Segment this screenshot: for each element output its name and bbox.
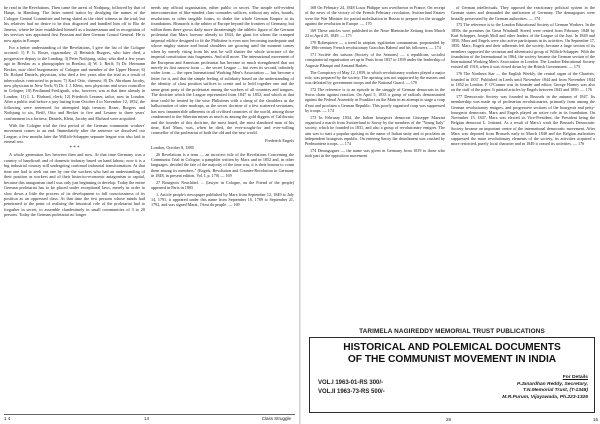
dateline: London, October 8, 1885 <box>151 144 194 150</box>
contact-line: M.R.Purum, Vijayawada, Ph.223-1326 <box>502 394 588 400</box>
contact-line: P.Janardhan Reddy, Secretary, <box>516 381 588 387</box>
advert-box <box>309 337 595 413</box>
paragraph: be read in the Revelations. Then came the arrest of Nothjung, followed by that of Haupt, in Hamburg. The latter turned traitor by divulging the names of the Cologne Central Committee and being slated as the chief witness in the trial; but his relatives had no desire to be thus disgraced and bundled him off to Rio de Janeiro, where he later established himself as a businessman and in recognition of his services was appointed first Prussian and then German Consul General. He is now again in Europe. <box>4 5 145 43</box>
endnote: of German intellectuals. They opposed the reactionary political system in the German states and demanded the unification of Germany. The demagogues were brutally persecuted by the German authorities. — 174 <box>451 5 595 21</box>
running-header: Class Struggle <box>261 416 291 421</box>
section-separator: * * * <box>69 146 80 152</box>
endnote: 173 In February 1834, the Italian bourgeois democrat Giuseppe Mazzini organised a march from Switzerland to Savoy by the members of the "Young Italy" society, which he founded in 1831, and also a group of revolutionary emigres. The aim was to start a popular uprising in the name of Italian unity and to proclaim an independent bourgeois republic. On entering Savoy the detachment was crushed by Piedmontese troops. — 174 <box>305 114 445 147</box>
advert-title <box>310 342 594 366</box>
paragraph: needs any official organisation, either public or secret. The simple self-evident interconnection of like-minded class comrades suffices, without any rules, boards, resolutions or other tangible forms, to shake the whole German Empire to its foundations. Bismarck is the arbiter of Europe beyond the frontiers of Germany, but within them there grows daily more threateningly the athletic figure of the German proletariat that Marx foresaw already in 1844, the giant for whom the cramped imperial edifice designed to fit the Philistine is even now becoming inadequate and whose mighty stature and broad shoulders are growing until the moment comes when by merely rising from his seat he will shatter the whole structure of the imperial constitution into fragments. And still more. The international movement of the European and American proletariat has become so much strengthened that not merely its first narrow form — the secret League — but even its second, infinitely wider form — the open International Working Men's Association — has become a fetter for it, and that the simple feeling of solidarity based on the understanding of the identity of class position suffices to create and to hold together one and the same great party of the proletariat among the workers of all countries and tongues. The doctrine which the League represented from 1847 to 1852, and which at that time could be treated by the wise Philistines with a shrug of the shoulders as the hallucination of utter madcaps, as the secret doctrine of a few scattered sectarians, has now innumerable adherents in all civilised countries of the world, among those condemned to the Siberian mines as much as among the gold diggers of California; and the founder of this doctrine, the most hated, the most slandered man of his time, Karl Marx, was, when he died, the ever-sought-for and ever-willing counsellor of the proletariat of both the old and the new world. <box>151 5 294 136</box>
advert-title-line-2: OF THE COMMUNIST MOVEMENT IN INDIA <box>347 354 557 365</box>
endnote: 170 Robespierre — a trend in utopian, egalitarian communism, propounded by the 19th-century French revolutionary Gracchus Babeuf and his followers. — 174 <box>305 39 445 51</box>
endnote: 26 Revelations is a term — an incorrect title of the Revelations Concerning the Communist Trial in Cologne, a pamphlet written by Marx and in 1852 and, in other languages, decided the fate of the majority of the time was, it is their honour to count them among its members." (Engels, Revolution and Counter-Revolution in Germany in 1848, in present edition, Vol. I, p. 170) — 169 <box>151 151 294 178</box>
paragraph: With the Cologne trial the first period of the German communist workers' movement comes to an end. Immediately after the sentence we dissolved our League; a few months later the Willich-Schapper separate league was also laid to eternal rest. <box>4 122 145 145</box>
endnote: 27 Bourgeois Neuchâtel, ... (lawyer in Cologne, on the Friend of the people) appeared in Paris in 1865 <box>151 179 294 191</box>
left-page <box>0 0 299 424</box>
endnote: 174 Demagogues — the name was given in Germany from 1819 to those who took part in the opposition movement <box>305 148 445 159</box>
volume-list <box>318 379 385 396</box>
endnote: The Conspiracy of May 12, 1839, in which revolutionary workers played a major role, was prepared by the society. The uprising was not supported by the masses and was defeated by government troops and the National Guard. — 170 <box>305 69 445 85</box>
left-page-column-1 <box>4 5 145 219</box>
endnote: 171 Société des saisons (Society of the Seasons) — a republican, socialist conspiratorial organisation set up in Paris from 1837 to 1839 under the leadership of Auguste Blanqui and Armand Barbès. <box>305 52 445 68</box>
volume-2: VOL.II 1963-73-RS 500/- <box>318 388 385 395</box>
contact-details <box>502 375 588 401</box>
sheet-number: 14 <box>144 416 150 421</box>
endnote: 177 Democratic Society was founded in Brussels in the autumn of 1847. Its membership was made up of proletarian revolutionaries, primarily from among the German revolutionary emigres, and progressive sections of the bourgeois and petty-bourgeois democrats. Marx and Engels played an active role in its foundation. On November 15, 1847, Marx was elected its Vice-President, the President being the Belgian democrat L. Jottrand. As a result of Marx's work the Brussels Democratic Society became an important centre of the international democratic movement. After Marx was deported from Brussels early in March 1848 and the Belgian authorities suppressed the more revolutionary elements of the society, its activities acquired a more restricted, purely local character and in 1849 it ceased its activities. — 176 <box>451 94 595 147</box>
paragraph: For a better understanding of the Revelations, I give the list of the Cologne accused: 1) P. G. Roser, cigarmaker; 2) Heinrich Burgers, who later died, a progressive deputy to the Landtag; 3) Peter Nothjung, tailor, who died a few years ago in Breslau as a photographer in Breslau; 4) W. J. Reiff; 5) Dr. Hermann Becker, now chief burgomaster of Cologne and member of the Upper House; 6) Dr. Roland Daniels, physician, who died a few years after the trial as a result of tuberculosis contracted in prison; 7) Karl Otto, chemist; 8) Dr. Abraham Jacoby, now physician in New York; 9) Dr. I. J. Klein, now physician and town councillor in Cologne; 10) Ferdinand Freiligrath, who, however, was at that time already in London; 11) I. L. Ehrhard, clerk; 12) Friedrich Lessner, tailor, now in London. After a public trial before a jury lasting from October 4 to November 12, 1852, the following were sentenced for attempted high treason: Roser, Burgers and Nothjung to six, Reiff, Otto and Becker to five and Lessner to three years' confinement in a fortress; Daniels, Klein, Jacoby and Ehrhard were acquitted. <box>4 44 145 121</box>
publisher-banner: TARIMELA NAGIREDDY MEMORIAL TRUST PUBLICATIONS <box>359 328 545 335</box>
volume-1: VOL.I 1963-01-RS 300/- <box>318 380 384 386</box>
endnote: 172 The reference is to an episode in the struggle of German democrats in the Swiss chain against reaction. On April 5, 1833 a group of radicals demonstrated against the Federal Assembly in Frankfort on the Main in an attempt to stage a coup d'etat and proclaim a German Republic. This poorly organised coup was suppressed by troops. — 174 <box>305 86 445 113</box>
endnote: 168 On February 24, 1848 Louis Philippe was overthrown in France. On receipt of the news of the victory of the French February revolution, Switzerland Estates were the War Minister for partial mobilisation in Russia to prepare for the struggle against the revolution in Europe. — 170 <box>305 5 445 26</box>
left-page-column-2 <box>151 5 294 209</box>
endnote: 1. Article people's newspaper published by Marx from September 12, 1849 to July 14, 1791, it appeared under this name from September 16, 1789 to September 21, 1792, and was signed Marat, l'Ami du peuple. — 169 <box>151 191 294 208</box>
author-signature: Frederick Engels <box>265 137 294 143</box>
right-page-column-2 <box>451 5 595 327</box>
right-page-column-1 <box>305 5 445 160</box>
publication-advertisement <box>303 328 599 422</box>
details-heading: For Details <box>562 375 588 380</box>
sheet-number: 28 <box>446 417 452 422</box>
contact-line: T.N.Memorial Trust, (T-1348) <box>522 388 588 393</box>
advert-title-line-1: HISTORICAL AND POLEMICAL DOCUMENTS <box>343 342 561 353</box>
paragraph: A whole generation lies between then and now. At that time Germany was a country of handicraft and of domestic industry based on hand labour; now it is a big industrial country still undergoing continual industrial transformation. At that time one had to seek out one by one the workers who had an understanding of their position as workers and of their historico-economic antagonism to capital, because this antagonism itself was only just beginning to develop. Today the entire German proletariat has to be placed under exceptional laws, merely in order to slow down a little the process of its development to full consciousness of its position as an oppressed class. At that time the few persons whose minds had penetrated to the point of realising the historical role of the proletariat had to forgather in secret, to assemble clandestinely in small communities of 3 to 20 persons. Today the German proletariat no longer <box>4 152 145 218</box>
page-number: 1 4 <box>4 416 11 421</box>
endnote: 176 The Northern Star — the English Weekly, the central organ of the Chartists, founded in 1837. Published in Leeds until November 1844 and from November 1844 to 1852 in London. F. O'Connor was its founder and editor; George Harney was also on the staff of the paper. It printed articles by Engels between 1843 and 1850. — 176 <box>451 71 595 93</box>
left-page-footer <box>4 414 295 422</box>
endnote: 169 These articles were published in the Neue Rheinische Zeitung from March 22 to April 25, 1849. — 171 <box>305 27 445 38</box>
page-number: 15 <box>592 417 598 422</box>
endnote: 175 The reference is to the London Educational Society of German Workers. In the 1850s the premises (in Great Windmill Street) were rented from February 1848 by Karl Schapper, Joseph Moll and other leaders of the League of the Just. In 1849 and 1850, Marx and Engels were also active participants in its activities. On September 17, 1850, Marx, Engels and their adherents left the society, because a large section of its members supported the sectarian and adventurist group of Willich-Schapper. With the foundation of the International in 1864, the society became the German section of the International Working Men's Association in London. The London Educational Society existed till 1918, when it was closed down by the British Government. — 175 <box>451 22 595 70</box>
